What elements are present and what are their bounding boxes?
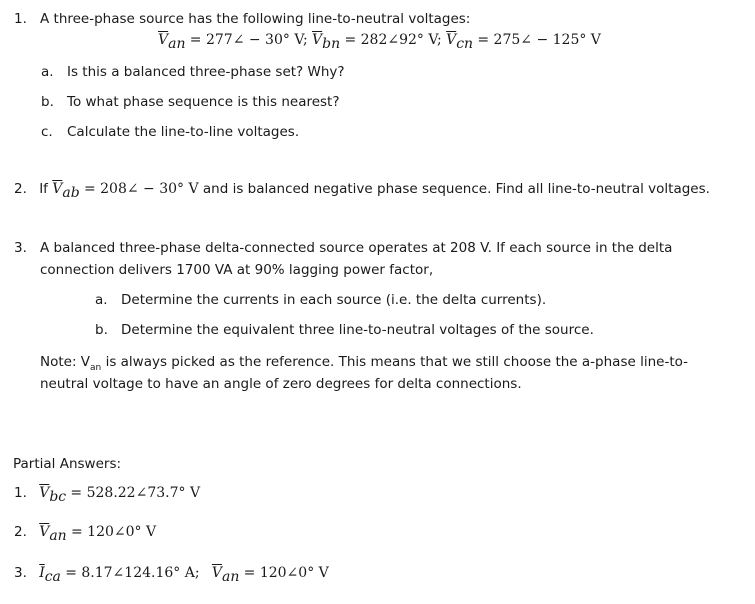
question-3-line-2: connection delivers 1700 VA at 90% lagging power factor, — [40, 262, 434, 278]
question-1a-label: a. — [41, 64, 54, 80]
question-1c-text: Calculate the line-to-line voltages. — [67, 124, 300, 140]
vcn-value: = 275∠ − 125° V — [477, 32, 601, 48]
answer-2 — [14, 524, 156, 544]
answer-1-value: = 528.22∠73.7° V — [70, 485, 201, 501]
vab-value: = 208∠ − 30° V — [83, 181, 199, 197]
note-prefix: Note: V — [40, 354, 91, 370]
van-symbol: $\overline{V}$ — [158, 32, 169, 48]
van-answer-subscript: an — [49, 528, 67, 544]
question-3a-label: a. — [95, 292, 108, 308]
question-3-note-line-2: neutral voltage to have an angle of zero degrees for delta connections. — [40, 376, 522, 392]
answer-2-value: = 120∠0° V — [70, 524, 157, 540]
vbn-value: = 282∠92° V; — [344, 32, 442, 48]
answer-1-number: 1. — [14, 485, 27, 501]
ica-subscript: ca — [44, 569, 61, 585]
answer-3 — [14, 565, 329, 585]
answer-3-current-value: = 8.17∠124.16° A; — [65, 565, 200, 581]
question-2-text: and is balanced negative phase sequence. Find all line-to-neutral voltages. — [202, 181, 710, 197]
question-1c-label: c. — [41, 124, 53, 140]
question-2 — [14, 181, 710, 201]
question-3-number: 3. — [14, 240, 27, 256]
question-3-note — [40, 354, 688, 373]
question-3a-text: Determine the currents in each source (i.e. the delta currents). — [121, 292, 547, 308]
vab-subscript: ab — [62, 185, 80, 201]
question-1a-text: Is this a balanced three-phase set? Why? — [67, 64, 345, 80]
question-1-number: 1. — [14, 11, 27, 27]
note-text: is always picked as the reference. This means that we still choose the a-phase line-to- — [101, 354, 688, 370]
answer-3-number: 3. — [14, 565, 27, 581]
vbc-subscript: bc — [49, 489, 67, 505]
question-2-number: 2. — [14, 181, 27, 197]
answer-2-number: 2. — [14, 524, 27, 540]
vcn-subscript: cn — [456, 36, 474, 52]
answer-3-voltage-value: = 120∠0° V — [243, 565, 329, 581]
van-answer-symbol: $\overline{V}$ — [39, 524, 50, 540]
van-value: = 277∠ − 30° V; — [189, 32, 308, 48]
question-1b-text: To what phase sequence is this nearest? — [67, 94, 340, 110]
vab-symbol: $\overline{V}$ — [52, 181, 63, 197]
ica-symbol: $\overline{I}$ — [39, 565, 45, 581]
answer-1 — [14, 485, 200, 505]
question-3-line-1: A balanced three-phase delta-connected source operates at 208 V. If each source in the delta — [40, 240, 673, 256]
question-1-text: A three-phase source has the following line-to-neutral voltages: — [40, 11, 471, 27]
van-answer-3-symbol: $\overline{V}$ — [211, 565, 222, 581]
van-subscript: an — [168, 36, 186, 52]
vbn-symbol: $\overline{V}$ — [312, 32, 323, 48]
vbc-symbol: $\overline{V}$ — [39, 485, 50, 501]
vcn-symbol: $\overline{V}$ — [446, 32, 457, 48]
answers-heading: Partial Answers: — [13, 456, 122, 472]
question-2-pre: If — [39, 181, 48, 197]
question-3b-text: Determine the equivalent three line-to-neutral voltages of the source. — [121, 322, 594, 338]
question-1b-label: b. — [41, 94, 54, 110]
van-answer-3-subscript: an — [221, 569, 240, 585]
question-3b-label: b. — [95, 322, 108, 338]
question-1-equation — [158, 32, 601, 52]
note-subscript: an — [90, 363, 102, 373]
vbn-subscript: bn — [322, 36, 341, 52]
